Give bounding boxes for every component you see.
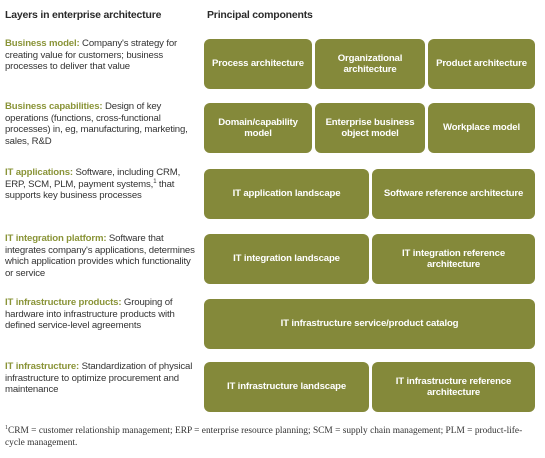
layer-description: Design of key operations (functions, cross-functional processes) in, eg, manufacturing, marketing, sales, R&D [5,101,188,147]
layer-name: IT integration platform: [5,233,107,244]
layer-description: Software that integrates company's applications, determines which application provides which functionality or service [5,233,195,279]
layers-header: Layers in enterprise architecture [5,9,162,21]
component-it-integration-landscape: IT integration landscape [204,234,369,284]
footnote-ref: 1 [153,178,157,185]
component-domain-capability-model: Domain/capability model [204,103,312,153]
layer-it-infrastructure-products [5,297,195,332]
layer-business-capabilities [5,101,195,147]
layer-description: Company's strategy for creating value for customers; business processes to deliver that value [5,38,178,73]
component-it-infrastructure-landscape: IT infrastructure landscape [204,362,369,412]
layer-description: Software, including CRM, ERP, SCM, PLM, payment systems, [5,167,181,190]
layer-it-applications [5,167,195,202]
component-product-architecture: Product architecture [428,39,535,89]
footnote-text: CRM = customer relationship management; ERP = enterprise resource planning; SCM = supply chain management; PLM = product-life-cycle management. [5,426,523,448]
component-workplace-model: Workplace model [428,103,535,153]
component-software-reference-architecture: Software reference architecture [372,169,535,219]
footnote-marker: 1 [5,424,8,431]
footnote [5,425,535,449]
layer-description: Grouping of hardware into infrastructure products with defined service-level agreements [5,297,175,332]
component-it-infrastructure-service-product-catalog: IT infrastructure service/product catalog [204,299,535,349]
layer-name: Business model: [5,38,80,49]
component-organizational-architecture: Organizational architecture [315,39,425,89]
layer-name: IT infrastructure products: [5,297,122,308]
component-it-application-landscape: IT application landscape [204,169,369,219]
components-header: Principal components [207,9,313,21]
layer-business-model [5,38,195,73]
component-enterprise-business-object-model: Enterprise business object model [315,103,425,153]
layer-name: IT applications: [5,167,73,178]
layer-description: Standardization of physical infrastructure to optimize procurement and maintenance [5,361,193,396]
component-process-architecture: Process architecture [204,39,312,89]
layer-it-infrastructure [5,361,195,396]
layer-description-cont: that supports key business processes [5,178,175,202]
component-it-infrastructure-reference-architecture: IT infrastructure reference architecture [372,362,535,412]
layer-it-integration-platform [5,233,195,279]
layer-name: Business capabilities: [5,101,103,112]
component-it-integration-reference-architecture: IT integration reference architecture [372,234,535,284]
layer-name: IT infrastructure: [5,361,80,372]
